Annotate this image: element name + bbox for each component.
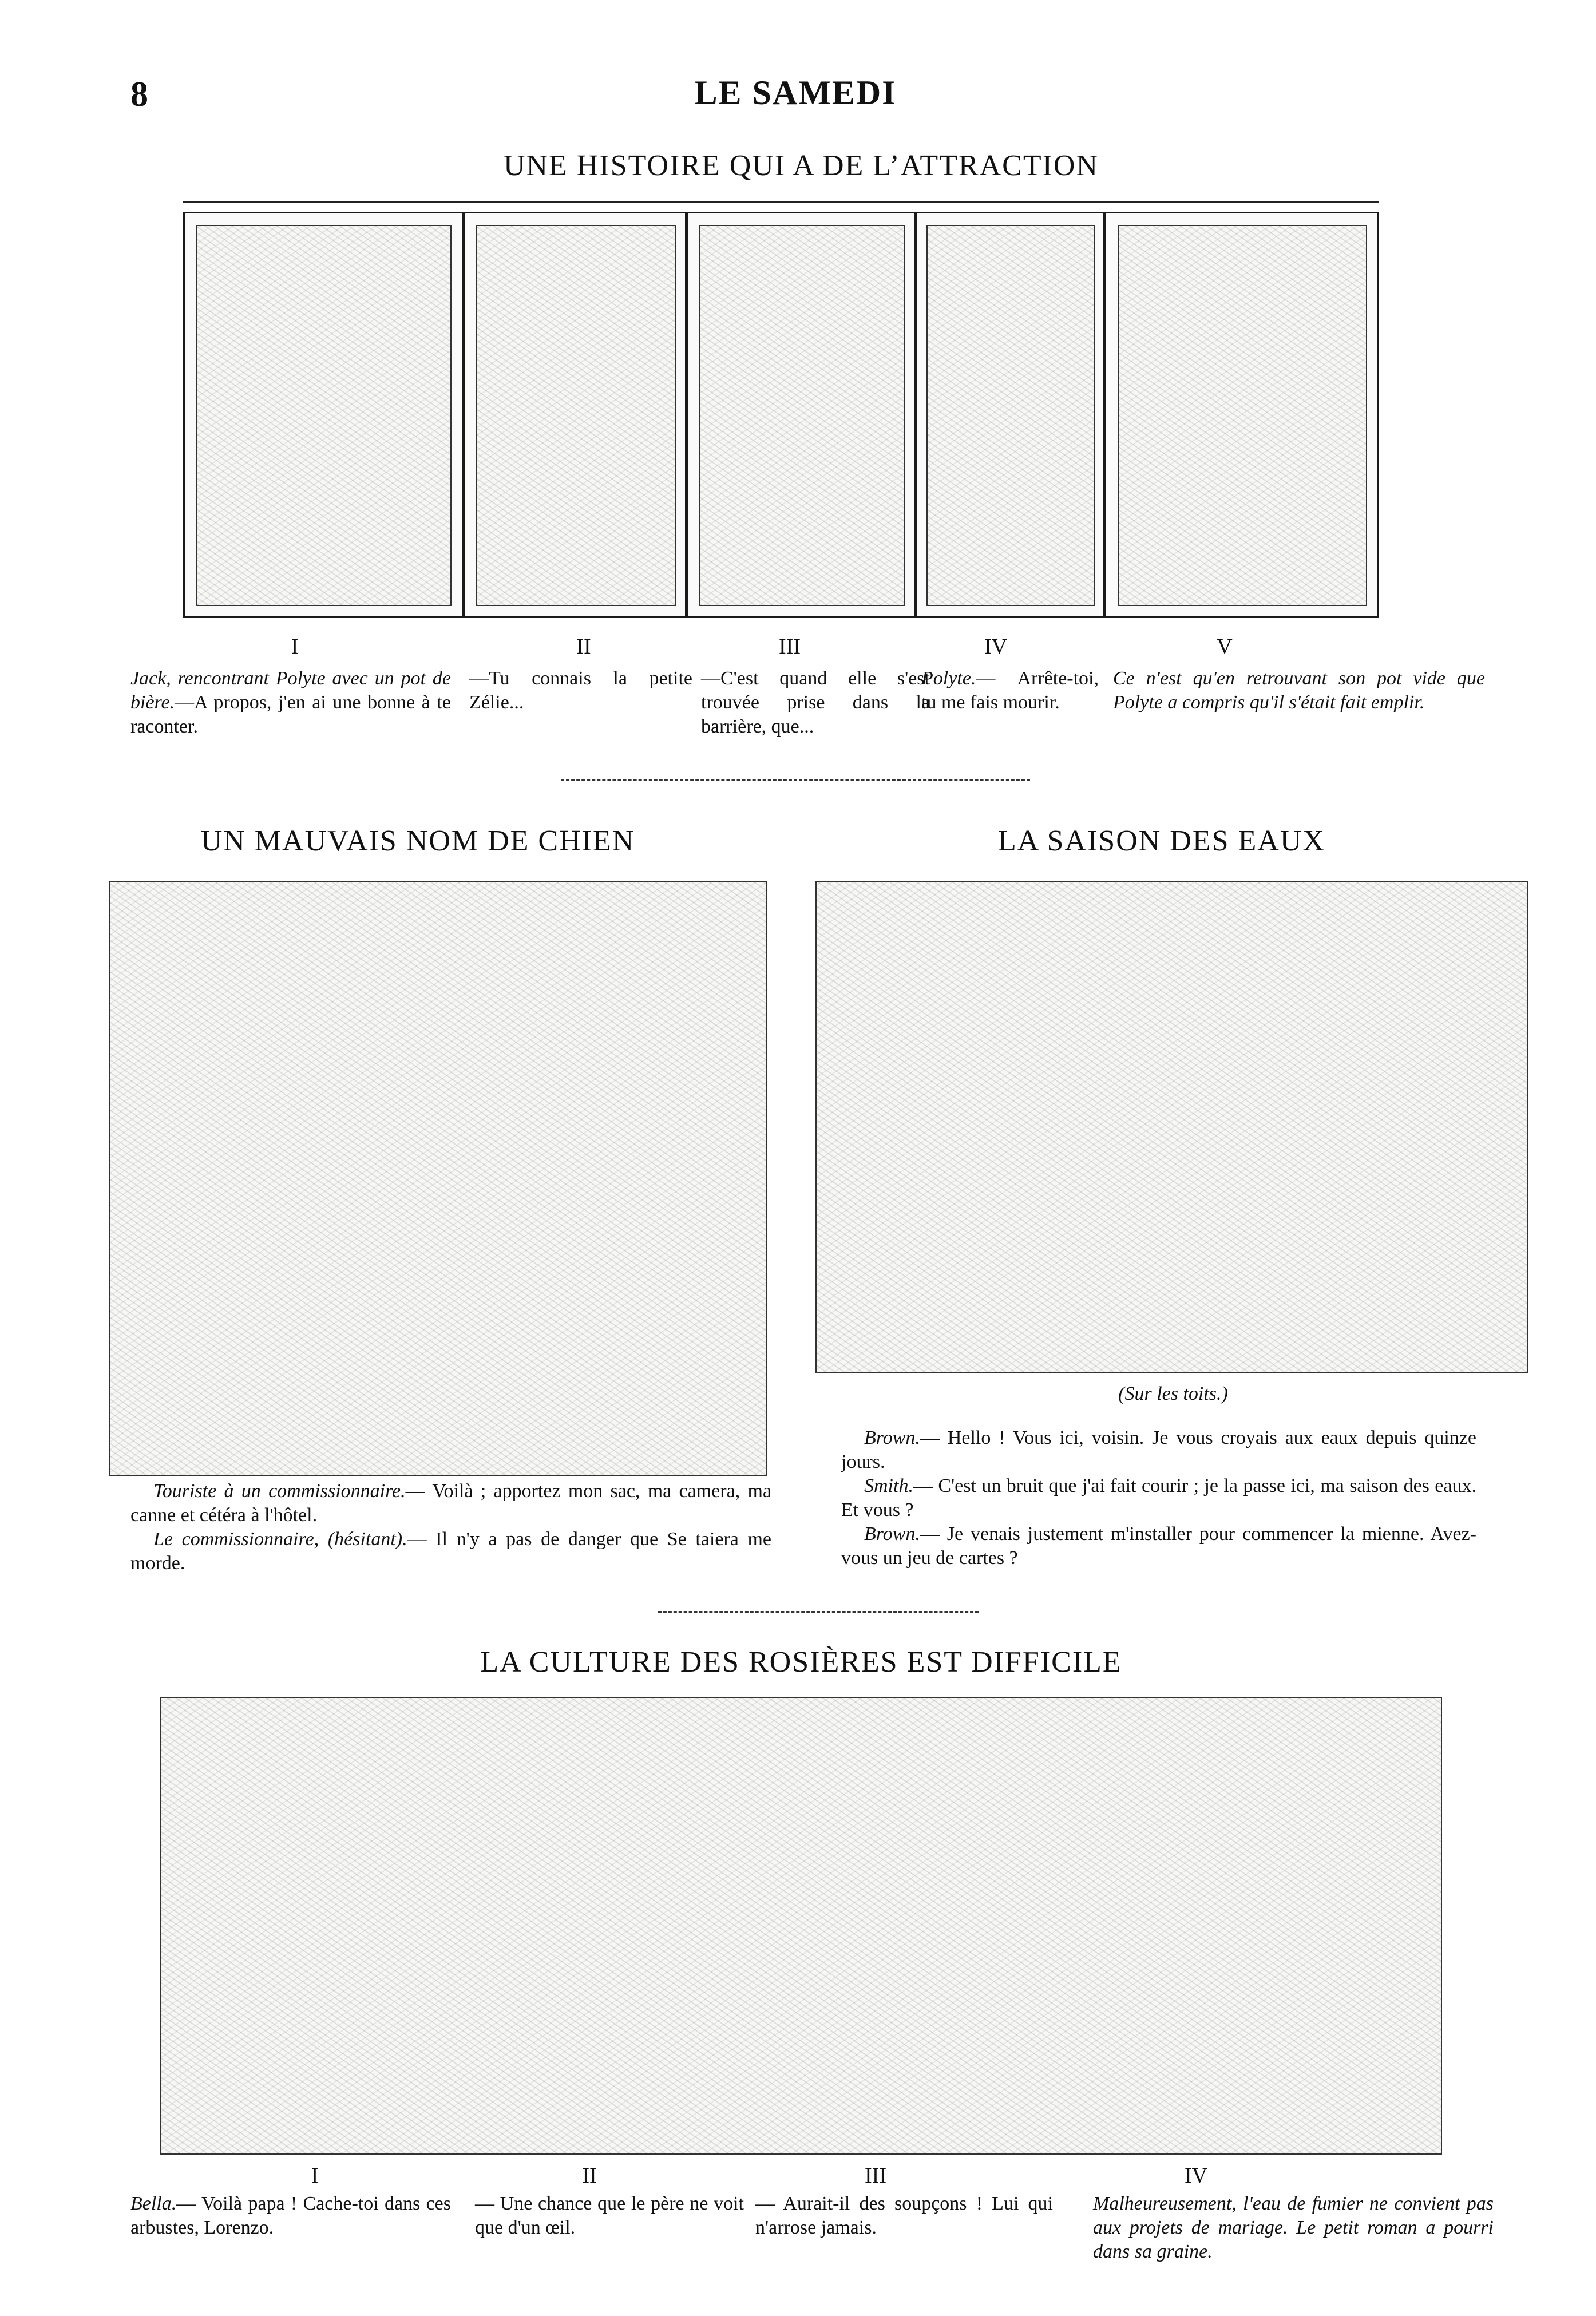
- strip1-top-rule: [183, 201, 1379, 203]
- left-cartoon-line-1-text: — Voilà ; apportez mon sac, ma camera, ma canne et cétéra à l'hôtel.: [130, 1480, 772, 1526]
- left-cartoon-illustration: [109, 881, 767, 1476]
- right-cartoon-title: LA SAISON DES EAUX: [998, 825, 1325, 857]
- strip1-numeral-5: V: [1217, 635, 1233, 659]
- right-cartoon-illustration: [815, 881, 1528, 1373]
- right-cartoon-line-2-speaker: Smith.: [864, 1475, 913, 1497]
- right-cartoon-line-2-text: — C'est un bruit que j'ai fait courir ; je la passe ici, ma saison des eaux. Et vous ?: [841, 1475, 1476, 1521]
- strip1-caption-3-text: —C'est quand elle s'est trouvée prise dans la barrière, que...: [701, 668, 930, 737]
- strip2-caption-3: [755, 2192, 1053, 2240]
- left-cartoon-title: UN MAUVAIS NOM DE CHIEN: [200, 825, 635, 857]
- strip1-caption-4-speaker: Polyte.: [921, 668, 976, 689]
- strip2-illustration: [160, 1697, 1442, 2155]
- right-cartoon-line-3: [841, 1522, 1476, 1570]
- strip1-panel-2-illustration: [476, 225, 676, 606]
- strip1-panel-4-illustration: [926, 225, 1095, 606]
- right-cartoon-line-1: [841, 1426, 1476, 1474]
- strip1-numeral-2: II: [576, 635, 591, 659]
- strip2-caption-1-text: — Voilà papa ! Cache-toi dans ces arbustes, Lorenzo.: [130, 2193, 451, 2238]
- strip1-caption-2: [469, 667, 692, 715]
- strip1-caption-1: [130, 667, 451, 739]
- right-cartoon-line-1-text: — Hello ! Vous ici, voisin. Je vous croyais aux eaux depuis quinze jours.: [841, 1427, 1476, 1472]
- strip1-caption-1-text: —A propos, j'en ai une bonne à te raconter.: [130, 692, 451, 737]
- strip2-caption-1-speaker: Bella.: [130, 2193, 177, 2214]
- left-cartoon-line-1-speaker: Touriste à un commissionnaire.: [153, 1480, 406, 1502]
- strip1-panel-3: [687, 212, 916, 618]
- left-cartoon-caption: [130, 1479, 771, 1575]
- right-cartoon-line-2: [841, 1474, 1476, 1522]
- strip1-panel-5-illustration: [1118, 225, 1367, 606]
- strip2-numeral-3: III: [865, 2164, 886, 2188]
- right-cartoon-line-3-speaker: Brown.: [864, 1523, 920, 1545]
- strip1-caption-5: [1113, 667, 1485, 715]
- strip2-caption-4-speaker: Malheureusement, l'eau de fumier ne convient pas aux projets de mariage. Le petit roman a pourri dans sa graine.: [1093, 2193, 1494, 2262]
- strip1-numeral-4: IV: [984, 635, 1008, 659]
- left-cartoon-line-1: [130, 1479, 771, 1527]
- right-cartoon-line-1-speaker: Brown.: [864, 1427, 920, 1448]
- strip1-panel-1-illustration: [196, 225, 452, 606]
- strip1-caption-4: [921, 667, 1099, 715]
- strip2-title: LA CULTURE DES ROSIÈRES EST DIFFICILE: [480, 1646, 1122, 1678]
- right-cartoon-line-3-text: — Je venais justement m'installer pour commencer la mienne. Avez-vous un jeu de cartes ?: [841, 1523, 1476, 1569]
- strip1-panel-2: [464, 212, 687, 618]
- page-number: 8: [130, 75, 148, 114]
- left-cartoon-line-2-text: — Il n'y a pas de danger que Se taiera me morde.: [130, 1529, 771, 1574]
- strip2-caption-4: [1093, 2192, 1494, 2264]
- strip2-numeral-1: I: [311, 2164, 319, 2188]
- left-cartoon-line-2-speaker: Le commissionnaire, (hésitant).: [153, 1529, 407, 1550]
- strip1-title: UNE HISTOIRE QUI A DE L’ATTRACTION: [503, 149, 1099, 182]
- left-cartoon-line-2: [130, 1527, 771, 1575]
- separator-1: [561, 779, 1030, 781]
- strip1-caption-3: [701, 667, 930, 739]
- strip1-caption-1-speaker: Jack, rencontrant Polyte avec un pot de bière.: [130, 668, 451, 713]
- strip2-caption-1: [130, 2192, 451, 2240]
- strip1-caption-4-text: — Arrête-toi, tu me fais mourir.: [921, 668, 1099, 713]
- separator-2: [658, 1611, 979, 1613]
- strip2-numeral-2: II: [582, 2164, 597, 2188]
- right-cartoon-caption: [841, 1426, 1476, 1570]
- strip2-caption-2-text: — Une chance que le père ne voit que d'un œil.: [475, 2193, 744, 2238]
- strip1-panel-4: [916, 212, 1104, 618]
- strip1-numeral-3: III: [779, 635, 801, 659]
- right-cartoon-subcaption: [1087, 1382, 1259, 1406]
- strip1-panel-5: [1104, 212, 1379, 618]
- strip2-caption-2: [475, 2192, 744, 2240]
- masthead: LE SAMEDI: [694, 74, 897, 112]
- right-cartoon-subcaption-text: (Sur les toits.): [1118, 1383, 1228, 1404]
- strip1-panel-1: [183, 212, 464, 618]
- strip2-caption-3-text: — Aurait-il des soupçons ! Lui qui n'arrose jamais.: [755, 2193, 1053, 2238]
- strip1-caption-5-speaker: Ce n'est qu'en retrouvant son pot vide que Polyte a compris qu'il s'était fait emplir.: [1113, 668, 1485, 713]
- strip1-caption-2-text: —Tu connais la petite Zélie...: [469, 668, 692, 713]
- strip2-numeral-4: IV: [1184, 2164, 1208, 2188]
- strip1-numeral-1: I: [291, 635, 299, 659]
- strip1-panel-3-illustration: [699, 225, 905, 606]
